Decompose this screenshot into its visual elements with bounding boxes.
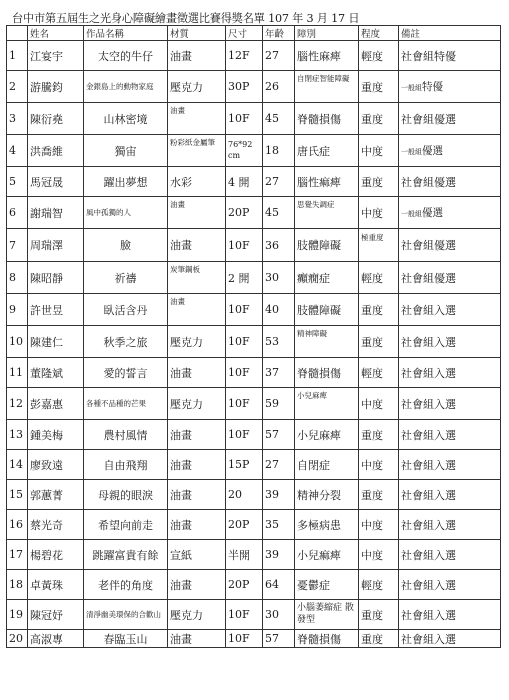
row-number: 6 <box>7 197 28 229</box>
age: 59 <box>263 388 295 420</box>
degree: 重度 <box>359 630 399 648</box>
row-number: 10 <box>7 326 28 358</box>
age: 40 <box>263 294 295 326</box>
row-number: 19 <box>7 600 28 630</box>
header-no <box>7 26 28 41</box>
winner-name: 蔡光奇 <box>28 510 84 540</box>
age: 35 <box>263 510 295 540</box>
disability: 唐氏症 <box>295 135 359 167</box>
size: 30P <box>226 71 263 103</box>
remark: 社會組入選 <box>399 600 501 630</box>
disability: 肢體障礙 <box>295 294 359 326</box>
table-row <box>7 41 501 71</box>
remark: 社會組入選 <box>399 540 501 570</box>
degree: 中度 <box>359 540 399 570</box>
header-degree: 程度 <box>359 26 399 41</box>
remark-award: 特優 <box>422 81 443 93</box>
work-title: 金銀島上的動物家庭 <box>84 71 168 103</box>
degree: 中度 <box>359 510 399 540</box>
row-number: 11 <box>7 358 28 388</box>
size: 10F <box>226 358 263 388</box>
age: 53 <box>263 326 295 358</box>
row-number: 13 <box>7 420 28 450</box>
table-row <box>7 600 501 630</box>
size: 10F <box>226 388 263 420</box>
material: 油畫 <box>168 510 226 540</box>
work-title: 秋季之旅 <box>84 326 168 358</box>
header-size: 尺寸 <box>226 26 263 41</box>
work-title: 山林密境 <box>84 103 168 135</box>
table-row <box>7 262 501 294</box>
row-number: 9 <box>7 294 28 326</box>
row-number: 3 <box>7 103 28 135</box>
winner-name: 周瑞澤 <box>28 229 84 262</box>
age: 26 <box>263 71 295 103</box>
size: 12F <box>226 41 263 71</box>
page-title: 台中市第五屆生之光身心障礙繪畫徵選比賽得獎名單 107 年 3 月 17 日 <box>12 12 360 25</box>
remark-award: 優選 <box>422 145 443 157</box>
remark: 社會組特優 <box>399 41 501 71</box>
degree: 重度 <box>359 103 399 135</box>
work-title: 農村風情 <box>84 420 168 450</box>
winner-name: 洪喬維 <box>28 135 84 167</box>
degree: 輕度 <box>359 358 399 388</box>
material: 壓克力 <box>168 388 226 420</box>
remark <box>399 197 501 229</box>
work-title: 愛的誓言 <box>84 358 168 388</box>
size: 10F <box>226 229 263 262</box>
winner-name: 馬冠晟 <box>28 167 84 197</box>
material: 油畫 <box>168 294 226 326</box>
size: 15P <box>226 450 263 480</box>
table-row <box>7 71 501 103</box>
remark: 社會組入選 <box>399 326 501 358</box>
size: 10F <box>226 294 263 326</box>
table-row <box>7 388 501 420</box>
material: 油畫 <box>168 103 226 135</box>
size: 10F <box>226 420 263 450</box>
header-work: 作品名稱 <box>84 26 168 41</box>
material: 油畫 <box>168 41 226 71</box>
disability: 小兒麻痺 <box>295 388 359 420</box>
size: 76*92 cm <box>226 135 263 167</box>
remark: 社會組入選 <box>399 480 501 510</box>
work-title: 希望向前走 <box>84 510 168 540</box>
disability: 精神分裂 <box>295 480 359 510</box>
size: 2 開 <box>226 262 263 294</box>
work-title: 老伴的角度 <box>84 570 168 600</box>
table-header-row <box>7 26 501 41</box>
disability: 脊髓損傷 <box>295 358 359 388</box>
age: 36 <box>263 229 295 262</box>
work-title: 祈禱 <box>84 262 168 294</box>
table-row <box>7 450 501 480</box>
work-title: 母親的眼淚 <box>84 480 168 510</box>
winner-name: 董隆斌 <box>28 358 84 388</box>
age: 64 <box>263 570 295 600</box>
size: 20P <box>226 197 263 229</box>
disability: 脊髓損傷 <box>295 103 359 135</box>
remark-group: 一般組 <box>401 84 422 92</box>
disability: 腦性麻痺 <box>295 41 359 71</box>
remark: 社會組入選 <box>399 388 501 420</box>
winner-name: 廖致遠 <box>28 450 84 480</box>
disability: 小腦萎縮症 散發型 <box>295 600 359 630</box>
remark: 社會組優選 <box>399 167 501 197</box>
work-title: 太空的牛仔 <box>84 41 168 71</box>
material: 壓克力 <box>168 326 226 358</box>
remark: 社會組入選 <box>399 358 501 388</box>
disability: 腦性痲痺 <box>295 167 359 197</box>
table-row <box>7 197 501 229</box>
age: 18 <box>263 135 295 167</box>
work-title: 臉 <box>84 229 168 262</box>
table-row <box>7 294 501 326</box>
size: 20P <box>226 570 263 600</box>
table-row <box>7 480 501 510</box>
disability: 小兒麻痺 <box>295 420 359 450</box>
table-row <box>7 167 501 197</box>
work-title: 臥活含丹 <box>84 294 168 326</box>
row-number: 7 <box>7 229 28 262</box>
size: 10F <box>226 103 263 135</box>
row-number: 20 <box>7 630 28 648</box>
disability: 憂鬱症 <box>295 570 359 600</box>
row-number: 16 <box>7 510 28 540</box>
remark: 社會組優選 <box>399 103 501 135</box>
disability: 肢體障礙 <box>295 229 359 262</box>
row-number: 8 <box>7 262 28 294</box>
header-name: 姓名 <box>28 26 84 41</box>
degree: 輕度 <box>359 262 399 294</box>
header-age: 年齡 <box>263 26 295 41</box>
degree: 重度 <box>359 294 399 326</box>
work-title: 躍出夢想 <box>84 167 168 197</box>
material: 油畫 <box>168 630 226 648</box>
remark: 社會組入選 <box>399 294 501 326</box>
winner-name: 彭嘉惠 <box>28 388 84 420</box>
results-table <box>6 25 501 648</box>
degree: 重度 <box>359 326 399 358</box>
material: 油畫 <box>168 229 226 262</box>
degree: 中度 <box>359 135 399 167</box>
remark: 社會組入選 <box>399 570 501 600</box>
work-title: 各種不品種的芒果 <box>84 388 168 420</box>
age: 30 <box>263 262 295 294</box>
table-row <box>7 229 501 262</box>
winner-name: 高淑專 <box>28 630 84 648</box>
table-row <box>7 103 501 135</box>
age: 45 <box>263 103 295 135</box>
degree: 中度 <box>359 197 399 229</box>
winner-name: 楊碧花 <box>28 540 84 570</box>
age: 37 <box>263 358 295 388</box>
degree: 極重度 <box>359 229 399 262</box>
remark: 社會組優選 <box>399 262 501 294</box>
material: 油畫 <box>168 358 226 388</box>
winner-name: 江宴宇 <box>28 41 84 71</box>
disability: 小兒痲痺 <box>295 540 359 570</box>
material: 壓克力 <box>168 71 226 103</box>
disability: 精神障礙 <box>295 326 359 358</box>
age: 27 <box>263 41 295 71</box>
age: 57 <box>263 420 295 450</box>
remark: 社會組入選 <box>399 450 501 480</box>
material: 水彩 <box>168 167 226 197</box>
degree: 重度 <box>359 71 399 103</box>
remark-group: 一般組 <box>401 148 422 156</box>
disability: 癲癇症 <box>295 262 359 294</box>
remark: 社會組入選 <box>399 420 501 450</box>
table-row <box>7 358 501 388</box>
disability: 脊髓損傷 <box>295 630 359 648</box>
row-number: 5 <box>7 167 28 197</box>
header-material: 材質 <box>168 26 226 41</box>
remark: 社會組入選 <box>399 630 501 648</box>
remark-award: 優選 <box>422 207 443 219</box>
winner-name: 卓黃珠 <box>28 570 84 600</box>
remark: 社會組優選 <box>399 229 501 262</box>
material: 油畫 <box>168 420 226 450</box>
work-title: 自由飛翔 <box>84 450 168 480</box>
winner-name: 郭蕙菁 <box>28 480 84 510</box>
row-number: 15 <box>7 480 28 510</box>
winner-name: 陳冠妤 <box>28 600 84 630</box>
table-row <box>7 540 501 570</box>
header-remark: 備註 <box>399 26 501 41</box>
header-disability: 障別 <box>295 26 359 41</box>
row-number: 2 <box>7 71 28 103</box>
material: 炭筆鋼板 <box>168 262 226 294</box>
table-row <box>7 420 501 450</box>
age: 27 <box>263 450 295 480</box>
table-row <box>7 326 501 358</box>
degree: 中度 <box>359 388 399 420</box>
disability: 思覺失調症 <box>295 197 359 229</box>
degree: 中度 <box>359 450 399 480</box>
material: 油畫 <box>168 570 226 600</box>
age: 39 <box>263 540 295 570</box>
work-title: 清淨幽美環保的合歡山 <box>84 600 168 630</box>
work-title: 春臨玉山 <box>84 630 168 648</box>
material: 宣紙 <box>168 540 226 570</box>
age: 57 <box>263 630 295 648</box>
material: 油畫 <box>168 450 226 480</box>
work-title: 獨宙 <box>84 135 168 167</box>
remark-group: 一般組 <box>401 210 422 218</box>
size: 20P <box>226 510 263 540</box>
age: 45 <box>263 197 295 229</box>
remark <box>399 135 501 167</box>
work-title: 跳躍富貴有餘 <box>84 540 168 570</box>
material: 油畫 <box>168 480 226 510</box>
table-row <box>7 570 501 600</box>
remark <box>399 71 501 103</box>
material: 壓克力 <box>168 600 226 630</box>
degree: 輕度 <box>359 570 399 600</box>
table-row <box>7 510 501 540</box>
work-title: 風中孤獨的人 <box>84 197 168 229</box>
degree: 重度 <box>359 600 399 630</box>
size: 4 開 <box>226 167 263 197</box>
size: 10F <box>226 600 263 630</box>
age: 39 <box>263 480 295 510</box>
degree: 輕度 <box>359 41 399 71</box>
winner-name: 謝瑞智 <box>28 197 84 229</box>
material: 粉彩紙金屬筆 <box>168 135 226 167</box>
winner-name: 鍾美梅 <box>28 420 84 450</box>
table-row <box>7 135 501 167</box>
row-number: 14 <box>7 450 28 480</box>
age: 30 <box>263 600 295 630</box>
disability: 自閉症 <box>295 450 359 480</box>
size: 10F <box>226 326 263 358</box>
degree: 重度 <box>359 480 399 510</box>
disability: 自閉症智能障礙 <box>295 71 359 103</box>
winner-name: 陳建仁 <box>28 326 84 358</box>
material: 油畫 <box>168 197 226 229</box>
row-number: 17 <box>7 540 28 570</box>
size: 半開 <box>226 540 263 570</box>
winner-name: 陳昭靜 <box>28 262 84 294</box>
winner-name: 陳衍堯 <box>28 103 84 135</box>
size: 20 <box>226 480 263 510</box>
table-row <box>7 630 501 648</box>
degree: 重度 <box>359 420 399 450</box>
row-number: 12 <box>7 388 28 420</box>
winner-name: 游騰鈞 <box>28 71 84 103</box>
row-number: 18 <box>7 570 28 600</box>
degree: 重度 <box>359 167 399 197</box>
disability: 多極病患 <box>295 510 359 540</box>
remark: 社會組入選 <box>399 510 501 540</box>
row-number: 4 <box>7 135 28 167</box>
size: 10F <box>226 630 263 648</box>
age: 27 <box>263 167 295 197</box>
winner-name: 許世昱 <box>28 294 84 326</box>
row-number: 1 <box>7 41 28 71</box>
